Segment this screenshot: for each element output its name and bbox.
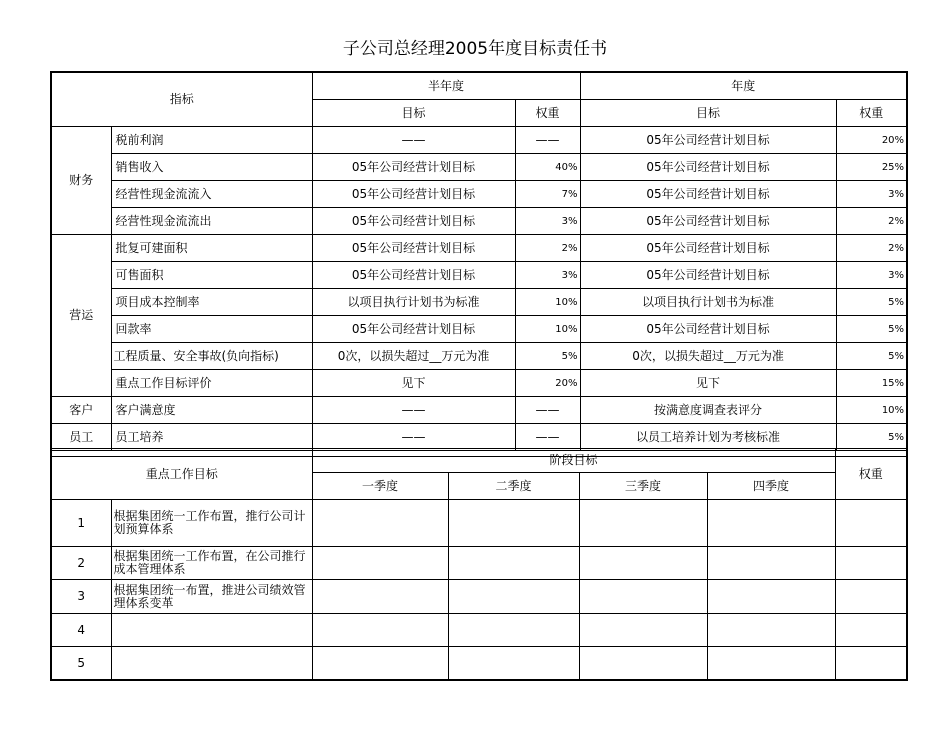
- key-work-table: [50, 448, 908, 681]
- header-year-weight: 权重: [836, 100, 907, 127]
- q3-cell: [579, 647, 707, 681]
- row-year-weight: 15%: [836, 370, 907, 397]
- row-year-weight: 3%: [836, 262, 907, 289]
- table-row: [51, 397, 907, 424]
- row-year-target: 0次，以损失超过__万元为准: [580, 343, 836, 370]
- q4-header: 四季度: [707, 473, 835, 500]
- row-year-weight: 25%: [836, 154, 907, 181]
- q4-cell: [707, 500, 835, 547]
- row-item: 经营性现金流流出: [111, 208, 312, 235]
- q4-cell: [707, 647, 835, 681]
- row-item: 可售面积: [111, 262, 312, 289]
- weight-cell: [835, 614, 907, 647]
- weight-cell: [835, 547, 907, 580]
- table-row: [51, 547, 907, 580]
- key-work-text: [111, 614, 312, 647]
- row-half-target: 05年公司经营计划目标: [312, 181, 515, 208]
- row-half-weight: 3%: [515, 208, 580, 235]
- key-work-no: 4: [51, 614, 111, 647]
- row-half-weight: 3%: [515, 262, 580, 289]
- row-year-target: 05年公司经营计划目标: [580, 208, 836, 235]
- key-work-no: 1: [51, 500, 111, 547]
- table-row: [51, 316, 907, 343]
- q2-header: 二季度: [448, 473, 579, 500]
- row-item: 批复可建面积: [111, 235, 312, 262]
- page-title: 子公司总经理2005年度目标责任书: [342, 39, 608, 59]
- row-year-weight: 20%: [836, 127, 907, 154]
- row-year-weight: 5%: [836, 289, 907, 316]
- row-half-weight: 7%: [515, 181, 580, 208]
- row-year-target: 以项目执行计划书为标准: [580, 289, 836, 316]
- q3-header: 三季度: [579, 473, 707, 500]
- table-row: [51, 289, 907, 316]
- stage-target-header: 阶段目标: [312, 449, 835, 473]
- row-half-target: 05年公司经营计划目标: [312, 235, 515, 262]
- row-half-weight: 10%: [515, 289, 580, 316]
- q3-cell: [579, 500, 707, 547]
- q1-cell: [312, 614, 448, 647]
- row-item: 员工培养: [111, 424, 312, 451]
- indicator-table: [50, 71, 908, 457]
- q4-cell: [707, 580, 835, 614]
- key-work-no: 2: [51, 547, 111, 580]
- row-half-weight: 5%: [515, 343, 580, 370]
- q1-header: 一季度: [312, 473, 448, 500]
- row-half-target: 05年公司经营计划目标: [312, 316, 515, 343]
- table-row: [51, 127, 907, 154]
- key-work-weight-header: 权重: [835, 449, 907, 500]
- row-half-weight: 10%: [515, 316, 580, 343]
- row-year-target: 05年公司经营计划目标: [580, 127, 836, 154]
- table-row: [51, 262, 907, 289]
- row-year-weight: 5%: [836, 424, 907, 451]
- key-work-title: 重点工作目标: [51, 449, 312, 500]
- row-item: 税前利润: [111, 127, 312, 154]
- row-year-weight: 2%: [836, 235, 907, 262]
- row-year-target: 见下: [580, 370, 836, 397]
- row-half-weight: 20%: [515, 370, 580, 397]
- group-operation: 营运: [51, 235, 111, 397]
- key-work-no: 5: [51, 647, 111, 681]
- header-half-target: 目标: [312, 100, 515, 127]
- row-half-target: 以项目执行计划书为标准: [312, 289, 515, 316]
- row-half-weight: ——: [515, 127, 580, 154]
- weight-cell: [835, 500, 907, 547]
- row-item: 工程质量、安全事故(负向指标): [111, 343, 312, 370]
- row-half-target: 05年公司经营计划目标: [312, 208, 515, 235]
- row-half-weight: 40%: [515, 154, 580, 181]
- weight-cell: [835, 580, 907, 614]
- header-half-weight: 权重: [515, 100, 580, 127]
- table-row: [51, 181, 907, 208]
- row-half-target: ——: [312, 397, 515, 424]
- q1-cell: [312, 547, 448, 580]
- row-half-weight: ——: [515, 397, 580, 424]
- q2-cell: [448, 614, 579, 647]
- q3-cell: [579, 614, 707, 647]
- row-item: 销售收入: [111, 154, 312, 181]
- key-work-no: 3: [51, 580, 111, 614]
- row-year-weight: 5%: [836, 316, 907, 343]
- row-year-weight: 2%: [836, 208, 907, 235]
- row-half-target: 0次，以损失超过__万元为准: [312, 343, 515, 370]
- row-year-target: 05年公司经营计划目标: [580, 181, 836, 208]
- key-work-text: 根据集团统一工作布置，推行公司计划预算体系: [111, 500, 312, 547]
- table-row: [51, 208, 907, 235]
- q1-cell: [312, 500, 448, 547]
- row-half-weight: 2%: [515, 235, 580, 262]
- table-row: [51, 647, 907, 681]
- key-work-text: 根据集团统一工作布置，在公司推行成本管理体系: [111, 547, 312, 580]
- header-indicator: 指标: [51, 72, 312, 127]
- row-half-target: ——: [312, 127, 515, 154]
- q2-cell: [448, 500, 579, 547]
- q1-cell: [312, 580, 448, 614]
- row-year-target: 按满意度调查表评分: [580, 397, 836, 424]
- table-row: [51, 580, 907, 614]
- table-row: [51, 235, 907, 262]
- q1-cell: [312, 647, 448, 681]
- row-year-target: 05年公司经营计划目标: [580, 262, 836, 289]
- row-item: 项目成本控制率: [111, 289, 312, 316]
- group-staff: 员工: [51, 424, 111, 451]
- row-item: 经营性现金流流入: [111, 181, 312, 208]
- row-half-weight: ——: [515, 424, 580, 451]
- row-half-target: ——: [312, 424, 515, 451]
- row-half-target: 05年公司经营计划目标: [312, 154, 515, 181]
- row-year-target: 05年公司经营计划目标: [580, 154, 836, 181]
- table-row: [51, 500, 907, 547]
- weight-cell: [835, 647, 907, 681]
- table-row: [51, 370, 907, 397]
- group-customer: 客户: [51, 397, 111, 424]
- header-year-target: 目标: [580, 100, 836, 127]
- header-half-year: 半年度: [312, 72, 580, 100]
- row-year-target: 05年公司经营计划目标: [580, 235, 836, 262]
- key-work-text: 根据集团统一布置，推进公司绩效管理体系变革: [111, 580, 312, 614]
- row-item: 客户满意度: [111, 397, 312, 424]
- table-row: [51, 424, 907, 451]
- row-item: 重点工作目标评价: [111, 370, 312, 397]
- q2-cell: [448, 580, 579, 614]
- row-year-target: 05年公司经营计划目标: [580, 316, 836, 343]
- header-year: 年度: [580, 72, 907, 100]
- table-row: [51, 154, 907, 181]
- row-half-target: 05年公司经营计划目标: [312, 262, 515, 289]
- row-half-target: 见下: [312, 370, 515, 397]
- row-year-target: 以员工培养计划为考核标准: [580, 424, 836, 451]
- row-year-weight: 3%: [836, 181, 907, 208]
- table-row: [51, 343, 907, 370]
- q4-cell: [707, 614, 835, 647]
- row-item: 回款率: [111, 316, 312, 343]
- table-row: [51, 614, 907, 647]
- row-year-weight: 5%: [836, 343, 907, 370]
- q4-cell: [707, 547, 835, 580]
- q2-cell: [448, 547, 579, 580]
- q2-cell: [448, 647, 579, 681]
- group-finance: 财务: [51, 127, 111, 235]
- q3-cell: [579, 547, 707, 580]
- key-work-text: [111, 647, 312, 681]
- q3-cell: [579, 580, 707, 614]
- row-year-weight: 10%: [836, 397, 907, 424]
